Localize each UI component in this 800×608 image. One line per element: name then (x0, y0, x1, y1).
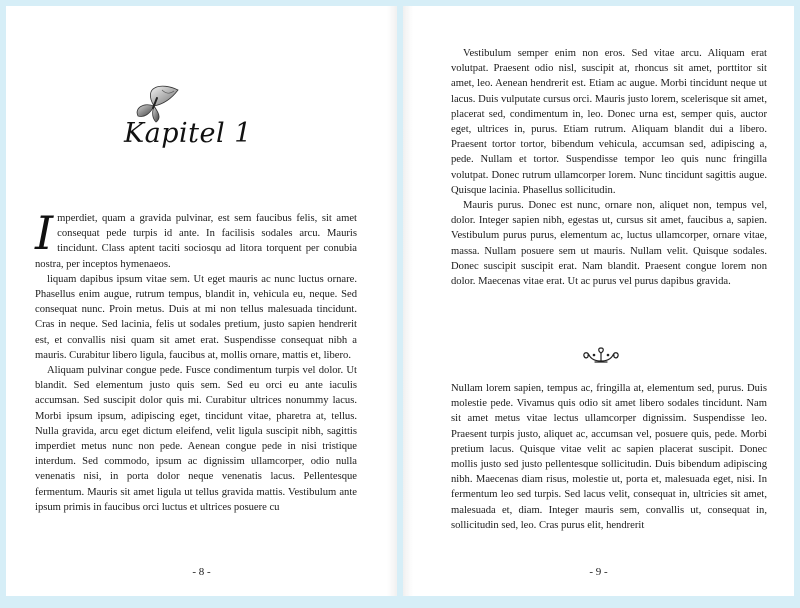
page-number: - 9 - (589, 566, 608, 578)
flourish-ornament-icon (581, 347, 621, 365)
left-page (6, 6, 397, 596)
paragraph: Mauris purus. Donec est nunc, ornare non, aliquet non, tempus vel, dolor. Integer sapien nibh, egestas ut, cursus sit amet, faucibus a, sapien. Vestibulum purus purus, elementum ac, luctus ullamcorper, ornare vitae, massa. Nullam posuere sem ut mauris. Nullam velit. Quisque sodales. Donec suscipit suscipit erat. Nam blandit. Praesent congue lorem non dolor. Maecenas vitae erat. Ut ac purus vel purus dapibus gravida. (451, 200, 767, 288)
right-page-body-bottom (451, 381, 767, 533)
paragraph: Aliquam pulvinar congue pede. Fusce condimentum turpis vel dolor. Ut blandit. Sed elementum justo quis sem. Sed eu orci eu ante iaculis accumsan. Sed suscipit dolor quis mi. Curabitur ultrices nonummy lacus. Morbi ipsum ipsum, adipiscing eget, tincidunt vitae, pharetra at, tellus. Nulla gravida, arcu eget dictum eleifend, velit ligula suscipit nibh, sagittis imperdiet metus nunc non pede. Aenean congue pede in nisi tristique interdum. Sed commodo, ipsum ac dignissim ullamcorper, odio nulla venenatis nisi, in porta dolor neque venenatis lacus. Pellentesque fermentum. Mauris sit amet ligula ut tellus gravida mattis. Vestibulum ante ipsum primis in faucibus orci luctus et ultrices posuere cu (35, 365, 357, 513)
paragraph: Vestibulum semper enim non eros. Sed vitae arcu. Aliquam erat volutpat. Praesent odio nisl, suscipit at, rhoncus sit amet, porttitor sit amet, leo. Aenean hendrerit est. Etiam ac augue. Morbi tincidunt neque ut lacus. Duis vulputate cursus orci. Mauris justo lorem, scelerisque sit amet, placerat sed, condimentum in, leo. Donec urna est, semper quis, auctor eget, ultrices in, purus. Etiam rutrum. Aliquam blandit dui a libero. Praesent tortor tortor, bibendum vehicula, accumsan sed, adipiscing a, pede. Nullam et tortor. Suspendisse tempor leo quis nunc fringilla volutpat. Donec rutrum ullamcorper lorem. Nunc tincidunt sagittis augue. Quisque lacinia. Phasellus sollicitudin. (451, 48, 767, 196)
paragraph: Imperdiet, quam a gravida pulvinar, est sem faucibus felis, sit amet consequat pede turpis id ante. In facilisis sodales arcu. Mauris tincidunt. Class aptent taciti sociosqu ad litora torquent per conubia nostra, per inceptos hymenaeos. (35, 206, 357, 270)
paragraph: liquam dapibus ipsum vitae sem. Ut eget mauris ac nunc luctus ornare. Phasellus enim augue, rutrum tempus, blandit in, vehicula eu, neque. Sed consequat nunc. Proin metus. Duis at mi non tellus malesuada tincidunt. Cras in neque. Sed lacinia, felis ut sodales pretium, justo sapien hendrerit est, et convallis nisi quam sit amet erat. Suspendisse consequat nibh a mauris. Curabitur libero ligula, faucibus at, mollis ornare, mattis et, libero. (35, 273, 357, 361)
drop-cap: I (35, 206, 54, 260)
paragraph: Nullam lorem sapien, tempus ac, fringilla at, elementum sed, purus. Duis molestie pede. Vivamus quis odio sit amet libero sodales tincidunt. Nam sit amet metus vitae lectus ullamcorper dignissim. Suspendisse leo. Praesent turpis justo, aliquet ac, accumsan vel, posuere quis, pede. Morbi pretium lacus. Quisque vitae velit ac sapien placerat suscipit. Donec mollis justo sed justo pellentesque sollicitudin. Duis bibendum adipiscing nibh. Maecenas diam risus, molestie ut, porta et, malesuada eget, nisi. In fermentum leo sed turpis. Sed lacus velit, consequat in, ultricies sit amet, malesuada et, diam. Integer mauris sem, convallis ut, consequat in, sollicitudin sed, leo. Cras purus elit, hendrerit (451, 383, 767, 531)
page-number: - 8 - (192, 566, 211, 578)
gutter-shadow-right (403, 6, 413, 596)
right-page (403, 6, 794, 596)
gutter-shadow-left (387, 6, 397, 596)
chapter-title: Kapitel 1 (124, 118, 252, 149)
left-page-body (35, 206, 357, 515)
right-page-body-top (451, 46, 767, 289)
